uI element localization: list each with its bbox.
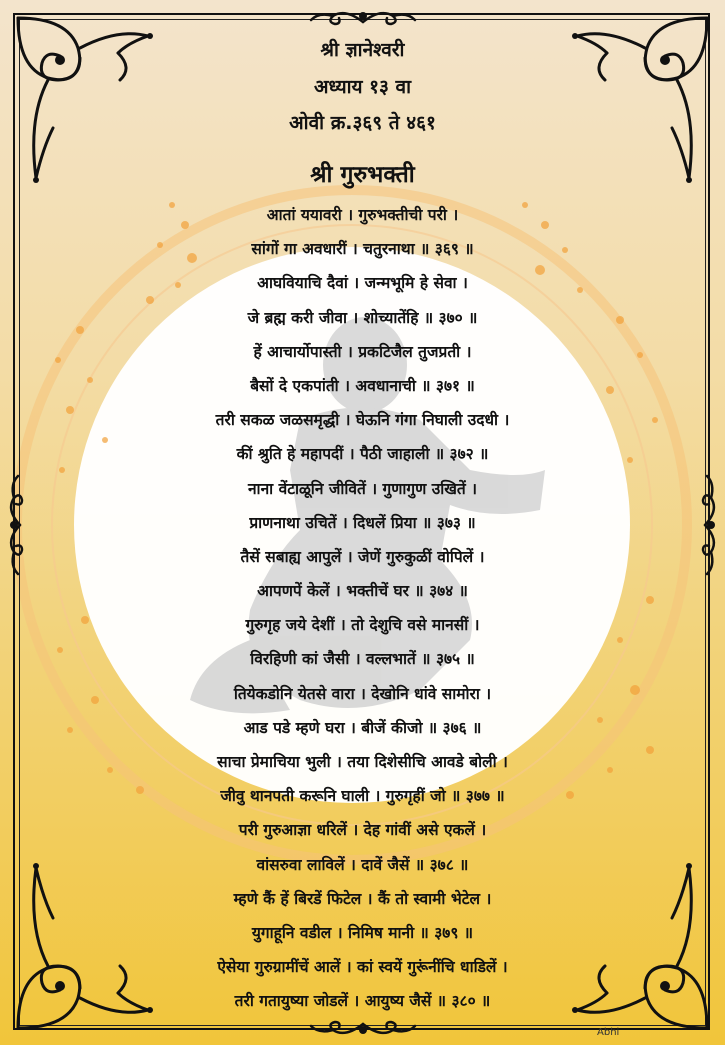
bottom-center-scroll-icon bbox=[305, 1016, 421, 1042]
top-center-scroll-icon bbox=[305, 4, 421, 30]
chapter-heading: अध्याय १३ वा bbox=[313, 76, 412, 98]
verse-line: तैसें सबाह्य आपुलें । जेणें गुरुकुळीं वोपिलें । bbox=[240, 547, 485, 566]
section-subtitle: श्री गुरुभक्ती bbox=[310, 162, 415, 188]
verse-line: म्हणे कैं हें बिरडें फिटेल । कैं तो स्वामी भेटेल । bbox=[233, 889, 492, 908]
verse-line: तरी सकळ जळसमृद्धी । घेऊनि गंगा निघाली उदधी । bbox=[215, 411, 510, 430]
ovi-range: ओवी क्र.३६९ ते ४६१ bbox=[289, 112, 436, 134]
verse-line: तियेकडोनि येतसे वारा । देखोनि धांवे सामोरा । bbox=[233, 684, 492, 703]
verse-line: नाना वेंटाळूनि जीवितें । गुणागुण उखितें । bbox=[247, 479, 478, 498]
verse-line: वांसरुवा लाविलें । दावें जैसें ॥ ३७८ ॥ bbox=[256, 855, 469, 874]
verse-line: साचा प्रेमाचिया भुली । तया दिशेसीचि आवडे बोली । bbox=[217, 753, 508, 771]
book-title: श्री ज्ञानेश्वरी bbox=[320, 39, 405, 61]
verse-line: प्राणनाथा उचितें । दिधलें प्रिया ॥ ३७३ ॥ bbox=[249, 513, 476, 532]
verse-line: आड पडे म्हणे घरा । बीजें कीजो ॥ ३७६ ॥ bbox=[243, 718, 482, 737]
verse-line: ऐसेया गुरुग्रामींचें आलें । कां स्वयें गुरूंनींचि धाडिलें । bbox=[217, 958, 508, 977]
author-credit: Abhi bbox=[597, 1027, 620, 1038]
verse-line: विरहिणी कां जैसी । वल्लभातें ॥ ३७५ ॥ bbox=[250, 650, 475, 669]
verse-line: तरी गतायुष्या जोडलें । आयुष्य जैसें ॥ ३८० ॥ bbox=[234, 992, 491, 1011]
verse-line: सांगों गा अवधारीं । चतुरनाथा ॥ ३६९ ॥ bbox=[251, 240, 474, 259]
verse-line: गुरुगृह जये देशीं । तो देशुचि वसे मानसीं । bbox=[245, 616, 480, 635]
verse-line: परी गुरुआज्ञा धरिलें । देह गांवीं असे एकलें । bbox=[238, 821, 487, 840]
verse-line: आपणपें केलें । भक्तीचें घर ॥ ३७४ ॥ bbox=[257, 582, 468, 601]
verse-line: जीवु थानपती करूनि घाली । गुरुगृहीं जो ॥ ३७७ ॥ bbox=[220, 787, 505, 806]
verse-line: आघवियाचि दैवां । जन्मभूमि हे सेवा । bbox=[257, 274, 468, 293]
verse-list bbox=[0, 198, 725, 1019]
verse-line: हें आचार्योपास्ती । प्रकटिजैल तुजप्रती । bbox=[253, 342, 472, 361]
verse-line: आतां ययावरी । गुरुभक्तीची परी । bbox=[266, 206, 459, 224]
verse-line: जे ब्रह्म करी जीवा । शोच्यातेंहि ॥ ३७० ॥ bbox=[247, 308, 478, 327]
verse-line: कीं श्रुति हे महापदीं । पैठी जाहाली ॥ ३७२ ॥ bbox=[236, 445, 489, 464]
verse-line: युगाहूनि वडील । निमिष मानी ॥ ३७९ ॥ bbox=[251, 923, 474, 942]
verse-line: बैसों दे एकपांती । अवधानाची ॥ ३७१ ॥ bbox=[250, 376, 475, 395]
